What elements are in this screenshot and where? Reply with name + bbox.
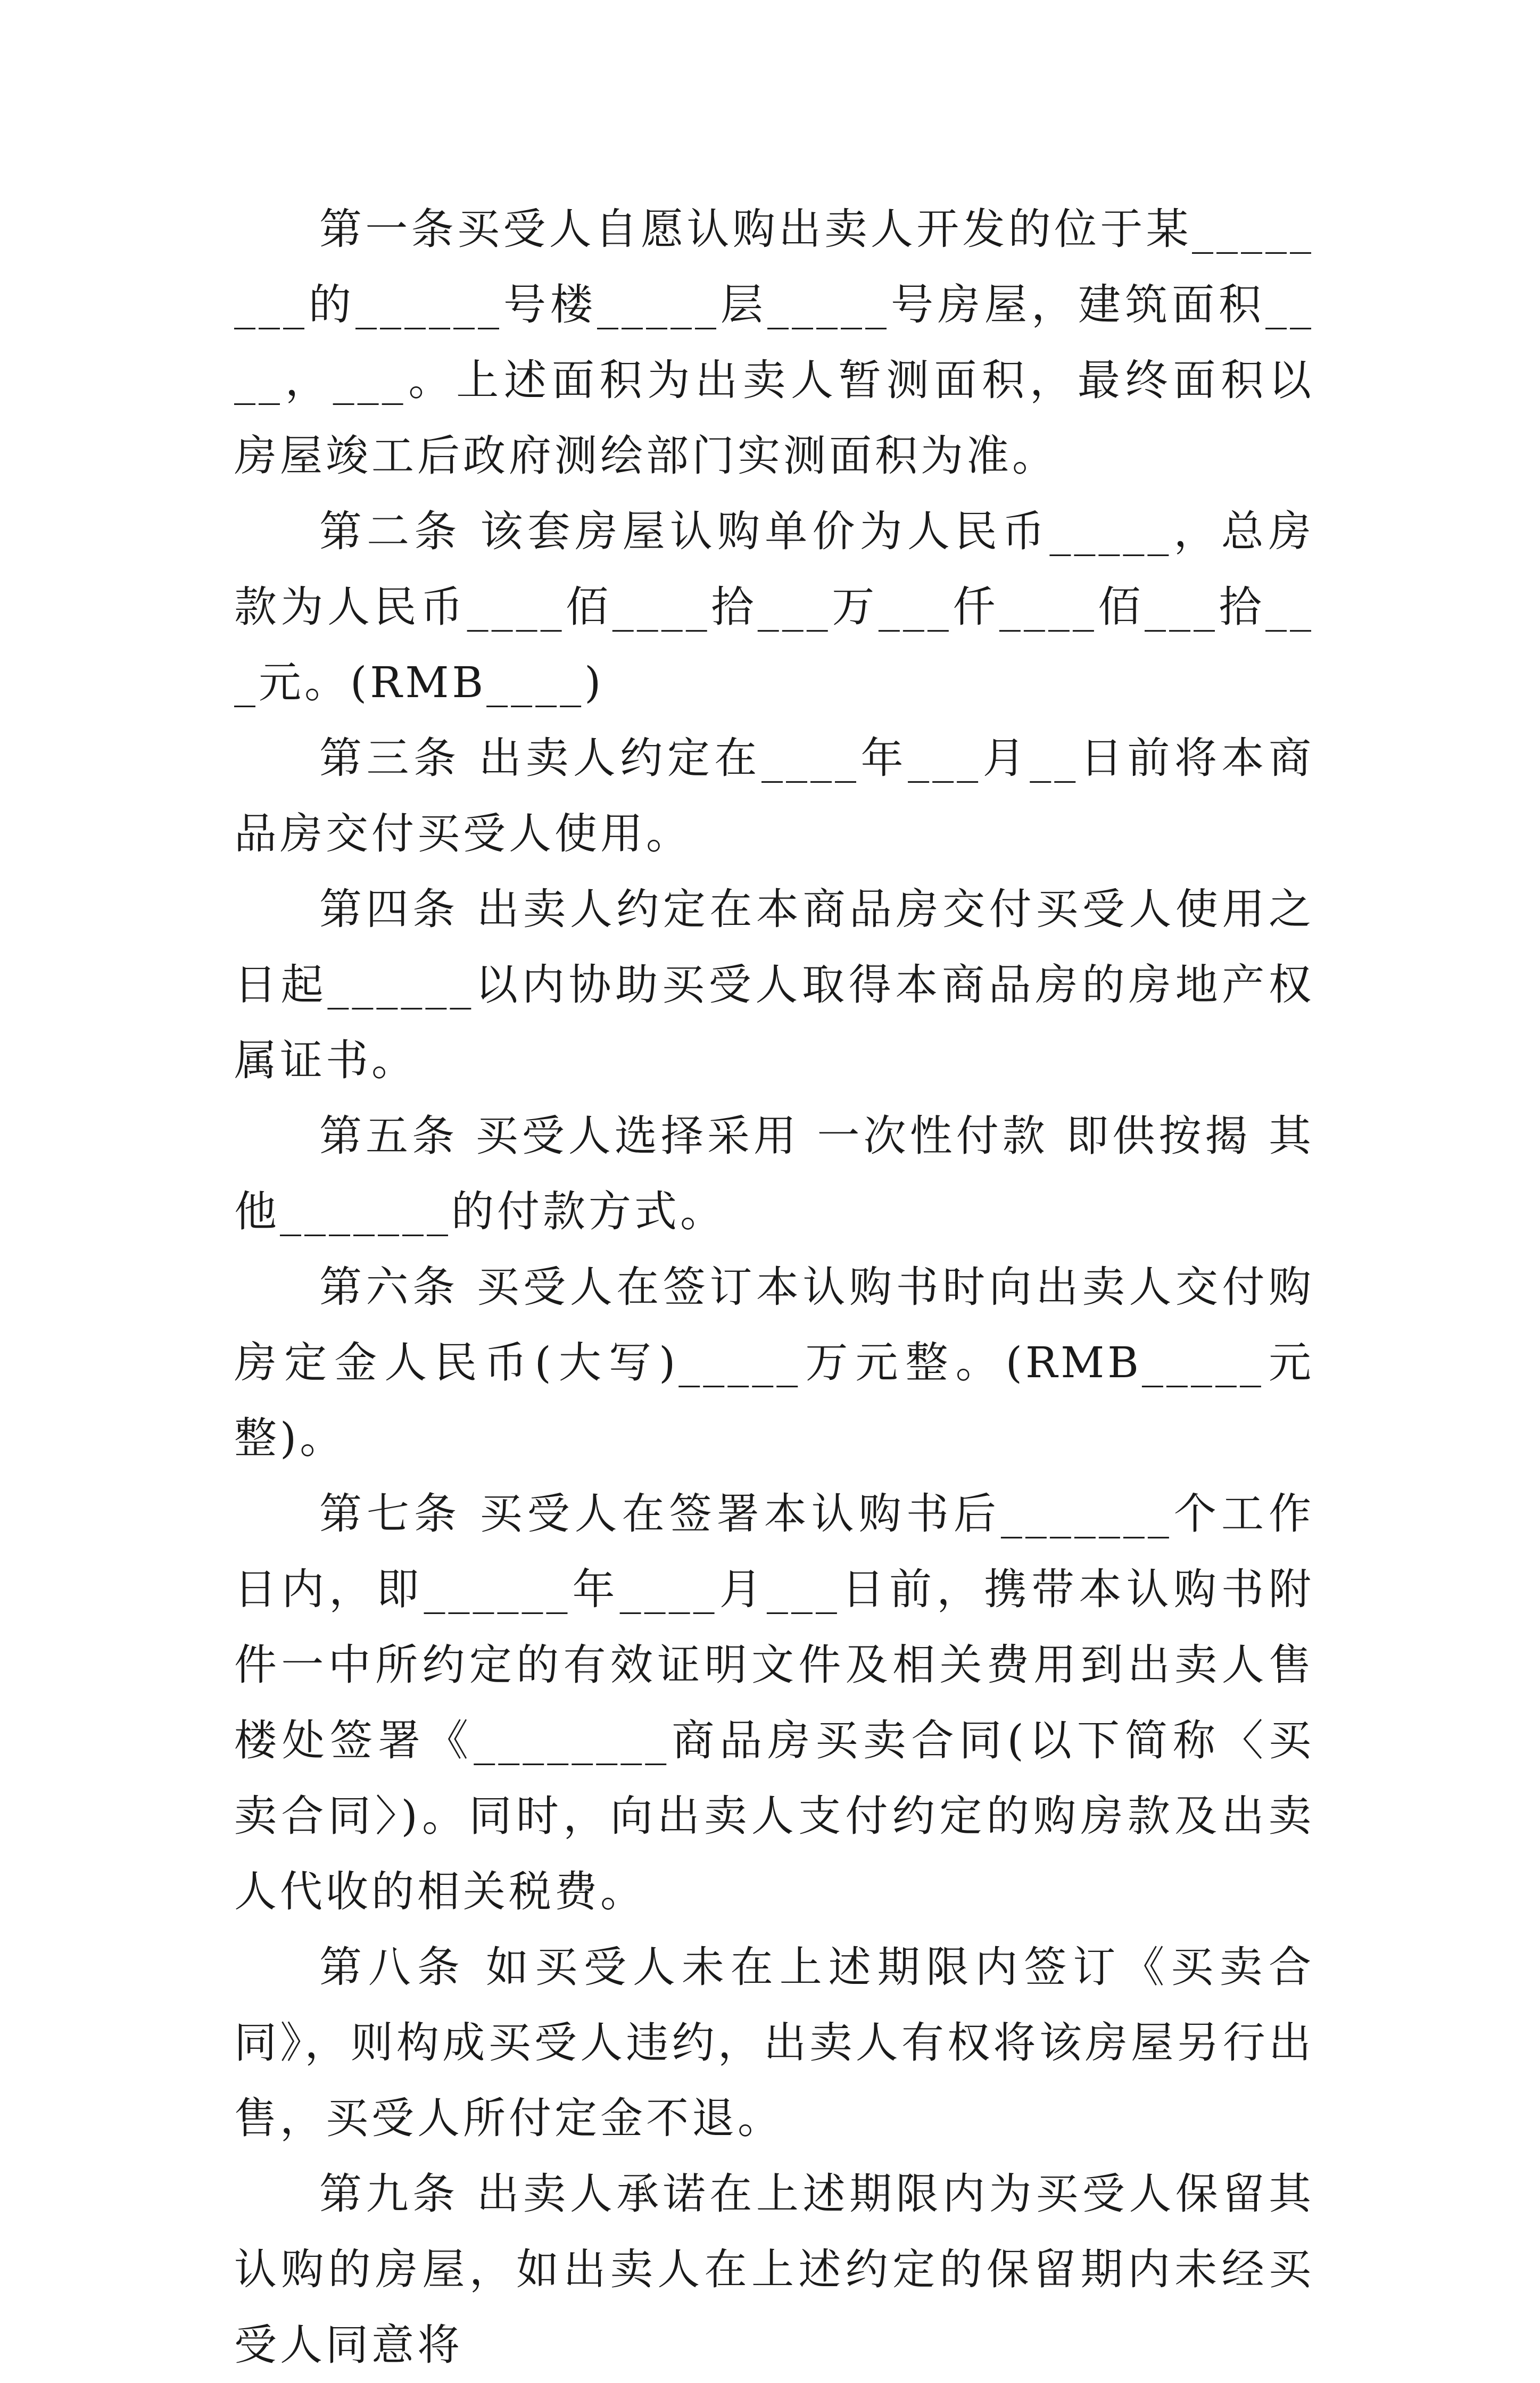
article-4: 第四条 出卖人约定在本商品房交付买受人使用之日起______以内协助买受人取得本商品房的房地产权属证书。 [234, 884, 1314, 1085]
article-1: 第一条买受人自愿认购出卖人开发的位于某________的______号楼_____层_____号房屋，建筑面积____，___。上述面积为出卖人暂测面积，最终面积以房屋竣工后政府测绘部门实测面积为准。 [234, 204, 1314, 481]
article-9: 第九条 出卖人承诺在上述期限内为买受人保留其认购的房屋，如出卖人在上述约定的保留期内未经买受人同意将 [234, 2169, 1314, 2370]
article-8: 第八条 如买受人未在上述期限内签订《买卖合同》，则构成买受人违约，出卖人有权将该房屋另行出售，买受人所付定金不退。 [234, 1942, 1314, 2143]
article-6: 第六条 买受人在签订本认购书时向出卖人交付购房定金人民币(大写)_____万元整。(RMB_____元整)。 [234, 1262, 1314, 1463]
document-body [234, 192, 1314, 2383]
article-5: 第五条 买受人选择采用 一次性付款 即供按揭 其他_______的付款方式。 [234, 1111, 1314, 1236]
article-2: 第二条 该套房屋认购单价为人民币_____，总房款为人民币____佰____拾___万___仟____佰___拾___元。(RMB____) [234, 507, 1314, 707]
article-3: 第三条 出卖人约定在____年___月__日前将本商品房交付买受人使用。 [234, 733, 1314, 858]
article-7: 第七条 买受人在签署本认购书后_______个工作日内，即______年____月___日前，携带本认购书附件一中所约定的有效证明文件及相关费用到出卖人售楼处签署《________商品房买卖合同(以下简称〈买卖合同〉)。同时，向出卖人支付约定的购房款及出卖人代收的相关税费。 [234, 1489, 1314, 1916]
